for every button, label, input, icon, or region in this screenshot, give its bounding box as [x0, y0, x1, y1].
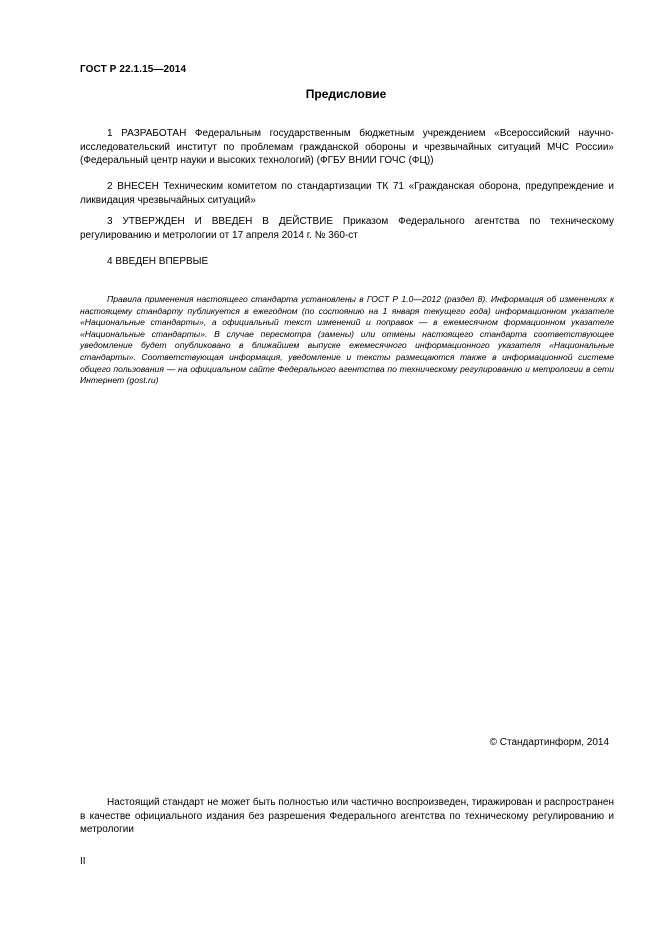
- paragraph-developed: 1 РАЗРАБОТАН Федеральным государственным бюджетным учреждением «Всероссийский научно-исследовательский институт по проблемам гражданской обороны и чрезвычайных ситуаций МЧС России» (Федеральный центр науки и высоких технологий) (ФГБУ ВНИИ ГОЧС (ФЦ)): [80, 128, 614, 166]
- page-title: Предисловие: [305, 87, 387, 101]
- application-rules-note: Правила применения настоящего стандарта установлены в ГОСТ Р 1.0—2012 (раздел 8). Информация об изменениях к настоящему стандарту публикуется в ежегодном (по состоянию на 1 января текущего года) информационном указателе «Национальные стандарты», а официальный текст изменений и поправок — в ежемесячном формационном указателе «Национальные стандарты». В случае пересмотра (замены) или отмены настоящего стандарта соответствующее уведомление будет опубликовано в ближайшем выпуске ежемесячного информационного указателя «Национальные стандарты». Соответствующая информация, уведомление и тексты размещаются также в информационной системе общего пользования — на официальном сайте Федерального агентства по техническому регулированию и метрологии в сети Интернет (gost.ru): [80, 294, 614, 386]
- paragraph-approved: 3 УТВЕРЖДЕН И ВВЕДЕН В ДЕЙСТВИЕ Приказом Федерального агентства по техническому регулированию и метрологии от 17 апреля 2014 г. № 360-ст: [80, 216, 614, 241]
- paragraph-submitted: 2 ВНЕСЕН Техническим комитетом по стандартизации ТК 71 «Гражданская оборона, предупреждение и ликвидация чрезвычайных ситуаций»: [80, 181, 614, 206]
- standard-code: ГОСТ Р 22.1.15—2014: [80, 64, 187, 75]
- copyright: © Стандартинформ, 2014: [489, 737, 609, 748]
- page-number: II: [80, 856, 86, 867]
- paragraph-introduced: 4 ВВЕДЕН ВПЕРВЫЕ: [107, 256, 209, 267]
- reproduction-notice: Настоящий стандарт не может быть полностью или частично воспроизведен, тиражирован и распространен в качестве официального издания без разрешения Федерального агентства по техническому регулированию и метрологии: [80, 797, 614, 835]
